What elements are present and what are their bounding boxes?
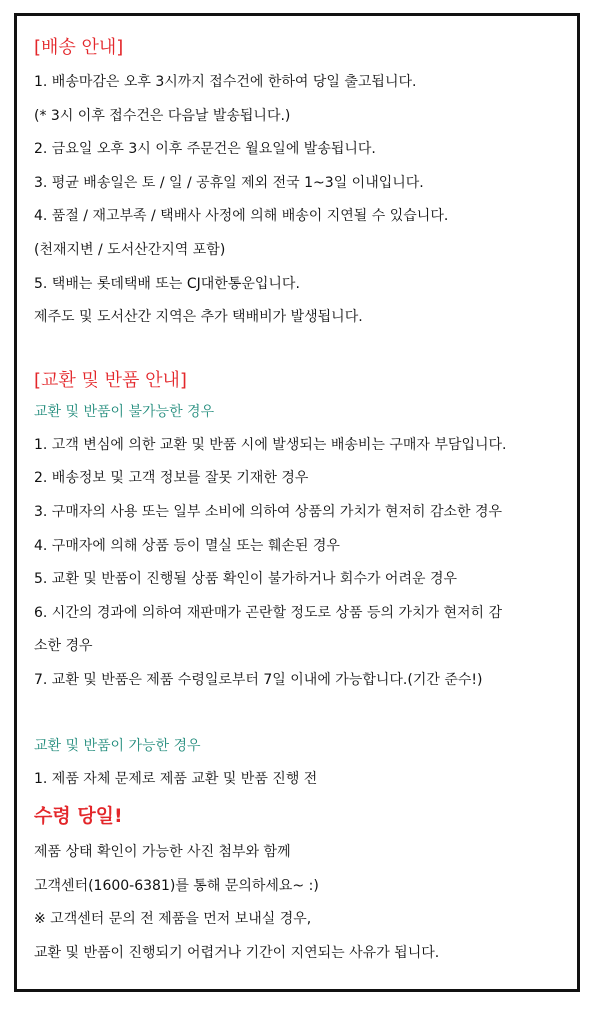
not-possible-line: 3. 구매자의 사용 또는 일부 소비에 의하여 상품의 가치가 현저히 감소한 경우: [34, 503, 503, 520]
not-possible-line: 6. 시간의 경과에 의하여 재판매가 곤란할 정도로 상품 등의 가치가 현저히 감: [34, 604, 503, 621]
shipping-line: (천재지변 / 도서산간지역 포함): [34, 241, 226, 258]
shipping-section: [34, 34, 571, 335]
not-possible-line: 4. 구매자에 의해 상품 등이 멸실 또는 훼손된 경우: [34, 537, 340, 554]
shipping-line: 제주도 및 도서산간 지역은 추가 택배비가 발생됩니다.: [34, 309, 363, 326]
shipping-line: 5. 택배는 롯데택배 또는 CJ대한통운입니다.: [34, 275, 300, 292]
exchange-section: [34, 367, 571, 971]
same-day-line: ※ 고객센터 문의 전 제품을 먼저 보내실 경우,: [34, 911, 312, 928]
same-day-line: 제품 상태 확인이 가능한 사진 첨부와 함께: [34, 844, 291, 861]
not-possible-line: 5. 교환 및 반품이 진행될 상품 확인이 불가하거나 회수가 어려운 경우: [34, 571, 458, 588]
shipping-line: 1. 배송마감은 오후 3시까지 접수건에 한하여 당일 출고됩니다.: [34, 74, 417, 90]
possible-title: 교환 및 반품이 가능한 경우: [34, 737, 201, 754]
same-day-line: 교환 및 반품이 진행되기 어렵거나 기간이 지연되는 사유가 됩니다.: [34, 944, 440, 961]
notice-frame: [14, 13, 580, 992]
notice-content: [34, 34, 571, 970]
exchange-title: [교환 및 반품 안내]: [34, 369, 187, 391]
shipping-line: (* 3시 이후 접수건은 다음날 발송됩니다.): [34, 107, 291, 124]
shipping-title: [배송 안내]: [34, 37, 124, 58]
not-possible-line: 1. 고객 변심에 의한 교환 및 반품 시에 발생되는 배송비는 구매자 부담입니다.: [34, 436, 507, 453]
shipping-line: 2. 금요일 오후 3시 이후 주문건은 월요일에 발송됩니다.: [34, 141, 376, 158]
not-possible-title: 교환 및 반품이 불가능한 경우: [34, 403, 215, 420]
not-possible-line: 7. 교환 및 반품은 제품 수령일로부터 7일 이내에 가능합니다.(기간 준수!): [34, 671, 483, 688]
possible-line: 1. 제품 자체 문제로 제품 교환 및 반품 진행 전: [34, 770, 318, 787]
shipping-line: 4. 품절 / 재고부족 / 택배사 사정에 의해 배송이 지연될 수 있습니다.: [34, 208, 449, 225]
not-possible-line: 소한 경우: [34, 638, 93, 655]
same-day-title: 수령 당일!: [34, 805, 123, 828]
not-possible-line: 2. 배송정보 및 고객 정보를 잘못 기재한 경우: [34, 470, 309, 487]
same-day-line: 고객센터(1600-6381)를 통해 문의하세요~ :): [34, 877, 319, 894]
shipping-line: 3. 평균 배송일은 토 / 일 / 공휴일 제외 전국 1~3일 이내입니다.: [34, 174, 424, 191]
